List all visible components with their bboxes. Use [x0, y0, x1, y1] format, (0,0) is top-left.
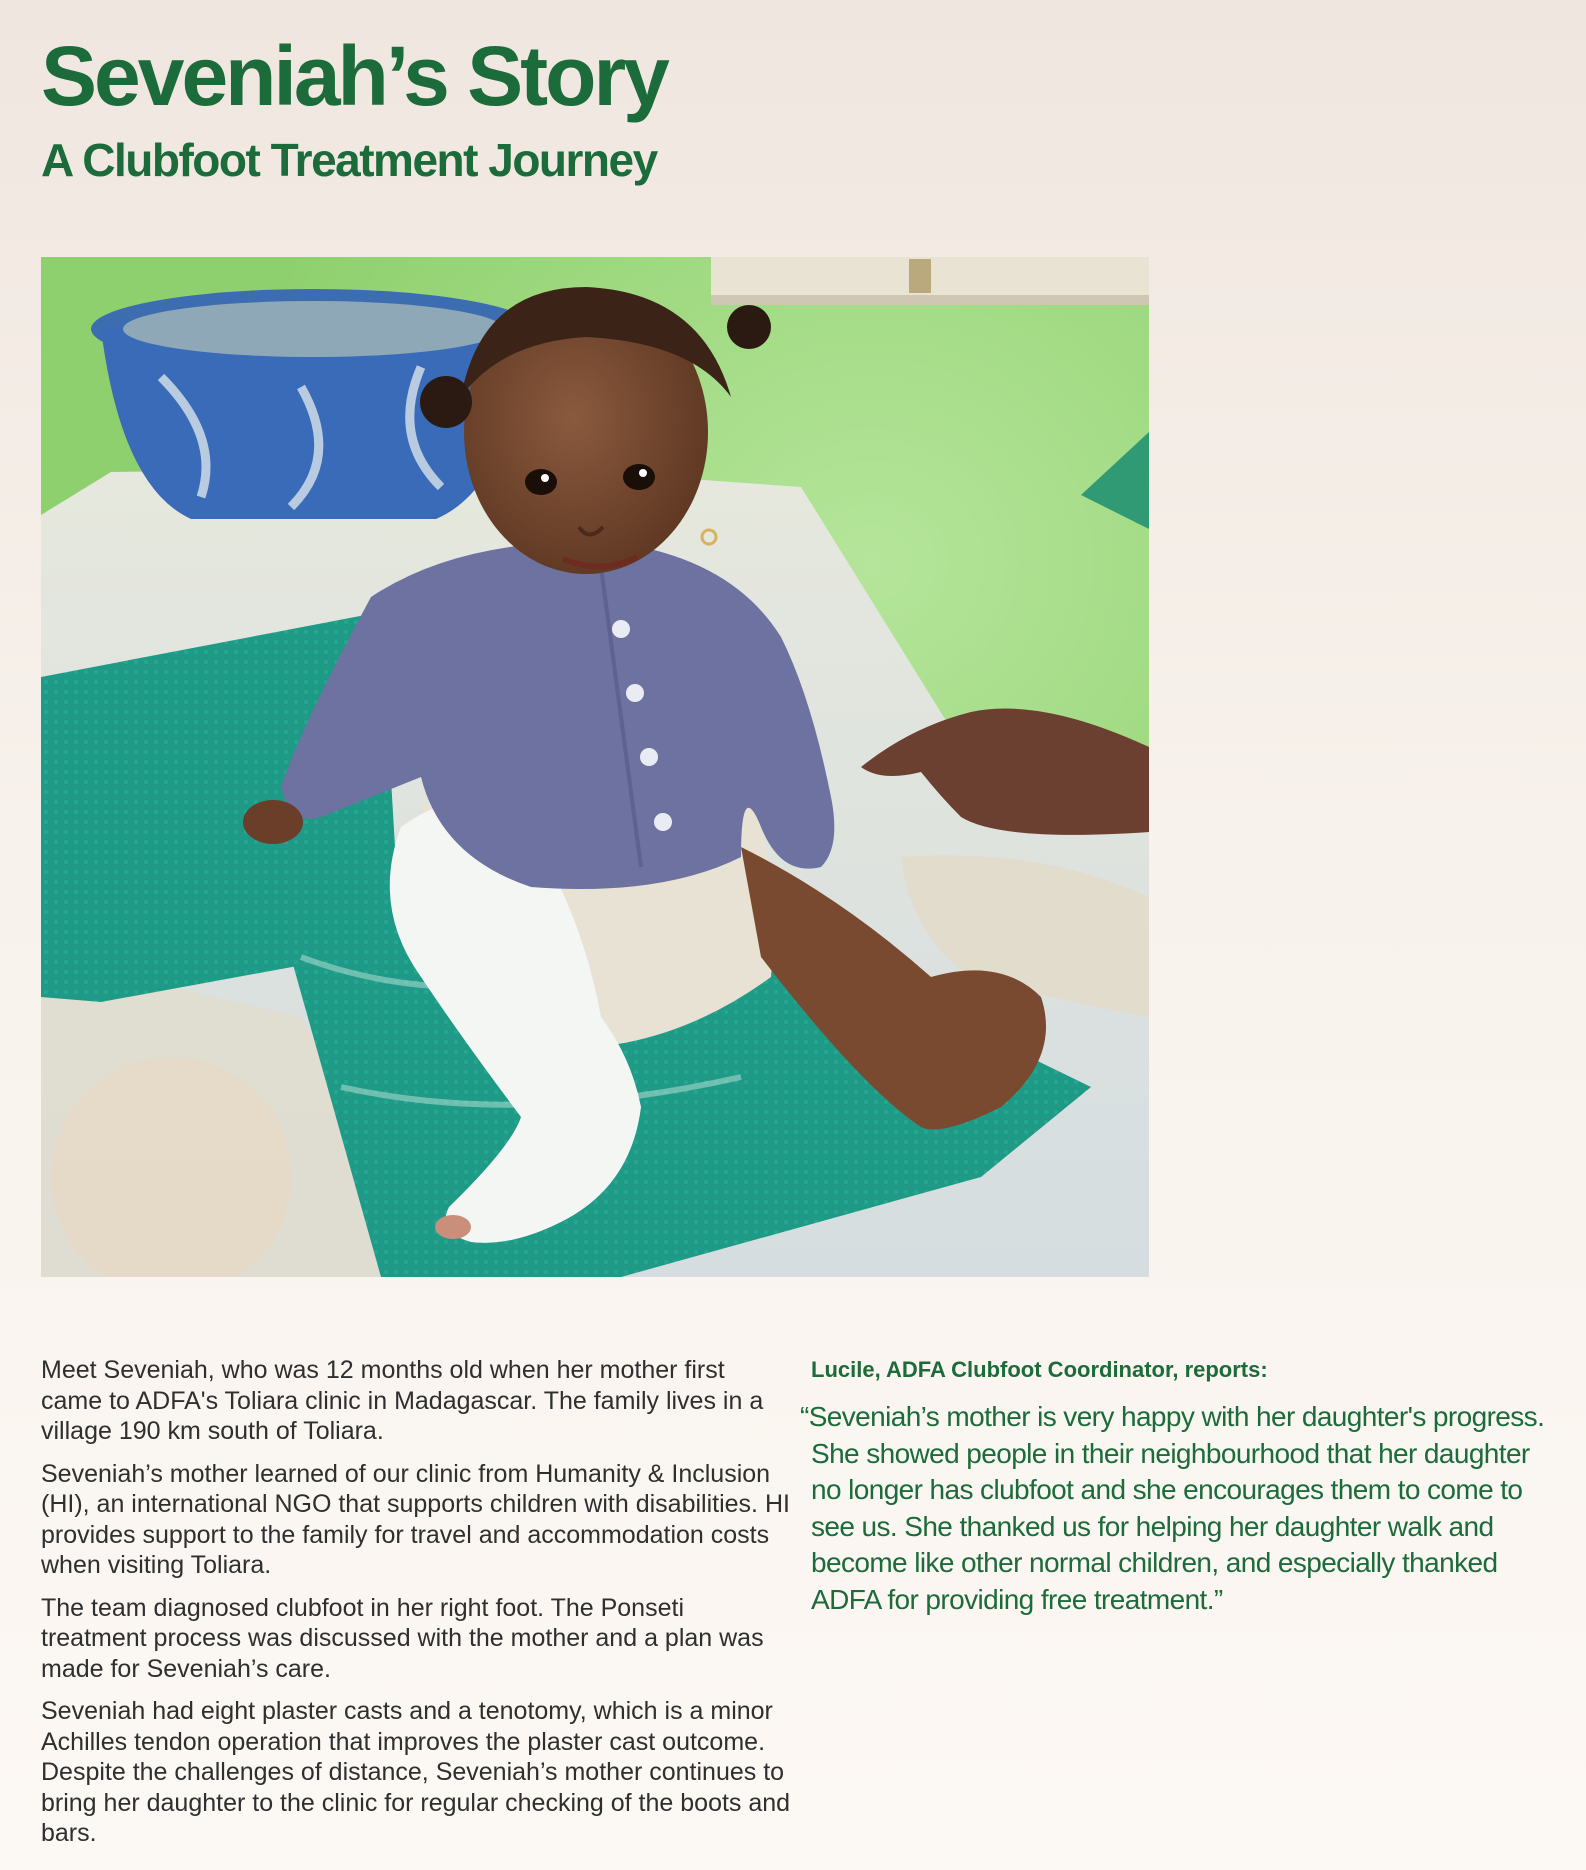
story-text	[41, 1355, 791, 1861]
child-photo	[41, 257, 1149, 1277]
page-subtitle: A Clubfoot Treatment Journey	[41, 134, 657, 186]
story-paragraph: Meet Seveniah, who was 12 months old when her mother first came to ADFA's Toliara clinic in Madagascar. The family lives in a village 190 km south of Toliara.	[41, 1356, 764, 1445]
page-title: Seveniah’s Story	[41, 29, 667, 123]
story-paragraph: Seveniah’s mother learned of our clinic from Humanity & Inclusion (HI), an international NGO that supports children with disabilities. HI provides support to the family for travel and accommodation costs when visiting Toliara.	[41, 1459, 790, 1579]
quote-text: “Seveniah’s mother is very happy with her daughter's progress. She showed people in their neighbourhood that her daughter no longer has clubfoot and she encourages them to come to see us. She thanked us for helping her daughter walk and become like other normal children, and especially thanked ADFA for providing free treatment.”	[800, 1401, 1545, 1615]
story-paragraph: Seveniah had eight plaster casts and a tenotomy, which is a minor Achilles tendon operation that improves the plaster cast outcome. Despite the challenges of distance, Seveniah’s mother continues to bring her daughter to the clinic for regular checking of the boots and bars.	[41, 1697, 791, 1847]
story-paragraph: The team diagnosed clubfoot in her right foot. The Ponseti treatment process was discussed with the mother and a plan was made for Seveniah’s care.	[41, 1593, 764, 1683]
coordinator-quote	[800, 1355, 1560, 1619]
quote-heading: Lucile, ADFA Clubfoot Coordinator, reports:	[811, 1357, 1268, 1382]
